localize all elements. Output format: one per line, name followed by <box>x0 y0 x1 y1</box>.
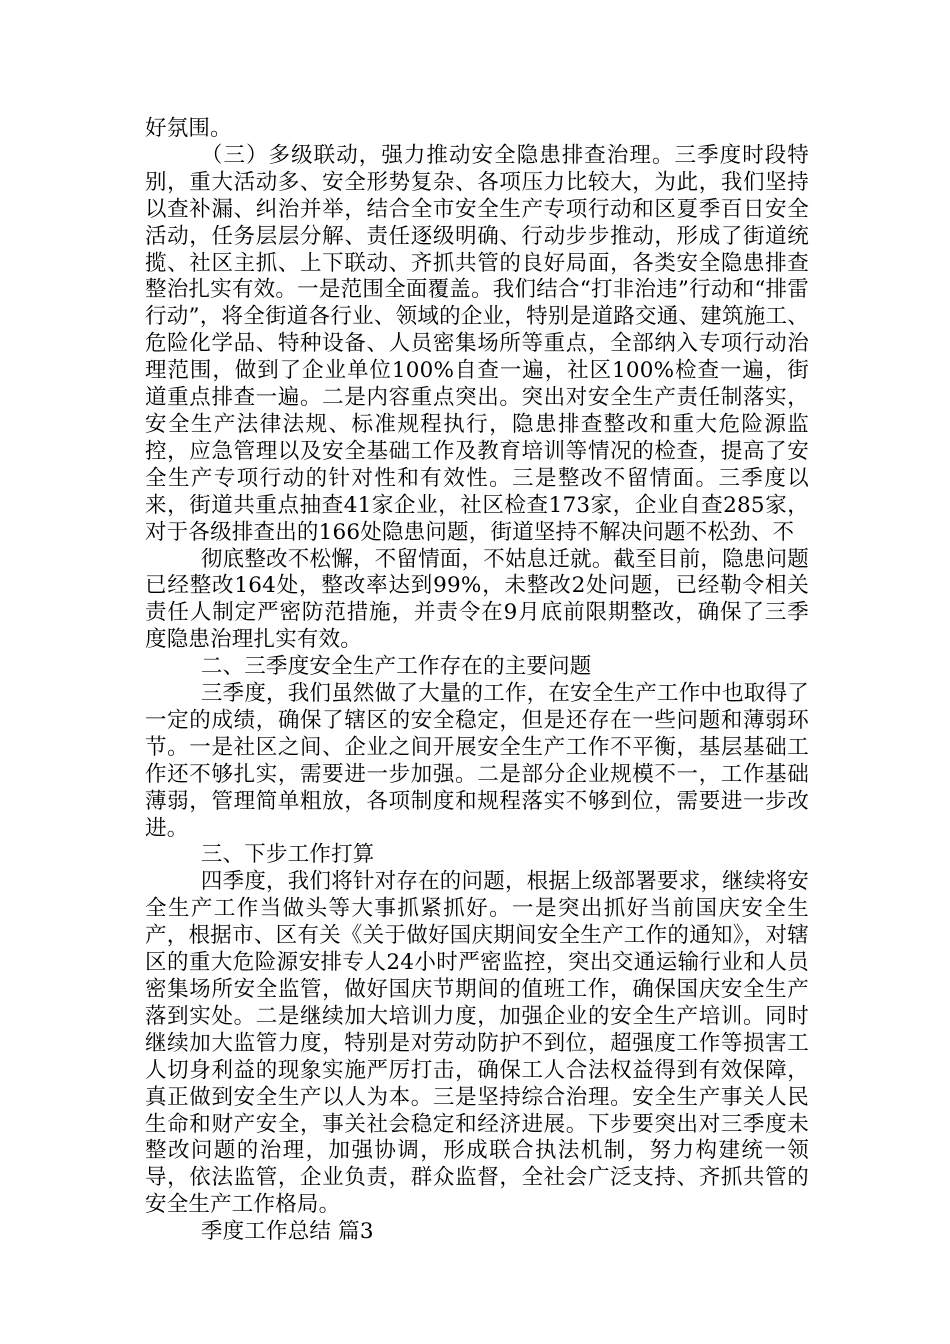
paragraph-problems: 三季度，我们虽然做了大量的工作，在安全生产工作中也取得了一定的成绩，确保了辖区的安全稳定，但是还存在一些问题和薄弱环节。一是社区之间、企业之间开展安全生产工作不平衡，基层基础工作还不够扎实，需要进一步加强。二是部分企业规模不一，工作基础薄弱，管理简单粗放，各项制度和规程落实不够到位，需要进一步改进。 <box>145 681 809 841</box>
paragraph-section-three-linkage: （三）多级联动，强力推动安全隐患排查治理。三季度时段特别，重大活动多、安全形势复杂、各项压力比较大，为此，我们坚持以查补漏、纠治并举，结合全市安全生产专项行动和区夏季百日安全活动，任务层层分解、责任逐级明确、行动步步推动，形成了街道统揽、社区主抓、上下联动、齐抓共管的良好局面，各类安全隐患排查整治扎实有效。一是范围全面覆盖。我们结合“打非治违”行动和“排雷行动”，将全街道各行业、领域的企业，特别是道路交通、建筑施工、危险化学品、特种设备、人员密集场所等重点，全部纳入专项行动治理范围，做到了企业单位100%自查一遍，社区100%检查一遍，街道重点排查一遍。二是内容重点突出。突出对安全生产责任制落实，安全生产法律法规、标准规程执行，隐患排查整改和重大危险源监控，应急管理以及安全基础工作及教育培训等情况的检查，提高了安全生产专项行动的针对性和有效性。三是整改不留情面。三季度以来，街道共重点抽查41家企业，社区检查173家，企业自查285家，对于各级排查出的166处隐患问题，街道坚持不解决问题不松劲、不 <box>145 142 809 545</box>
heading-main-problems: 二、三季度安全生产工作存在的主要问题 <box>200 654 592 680</box>
heading-summary-part-3: 季度工作总结 篇3 <box>200 1219 374 1245</box>
document-body <box>145 116 809 1246</box>
heading-next-steps: 三、下步工作打算 <box>200 842 375 868</box>
paragraph-rectification-results: 彻底整改不松懈，不留情面，不姑息迁就。截至目前，隐患问题已经整改164处，整改率达到99%，未整改2处问题，已经勒令相关责任人制定严密防范措施，并责令在9月底前限期整改，确保了三季度隐患治理扎实有效。 <box>145 546 809 653</box>
paragraph-next-steps: 四季度，我们将针对存在的问题，根据上级部署要求，继续将安全生产工作当做头等大事抓紧抓好。一是突出抓好当前国庆安全生产，根据市、区有关《关于做好国庆期间安全生产工作的通知》，对辖区的重大危险源安排专人24小时严密监控，突出交通运输行业和人员密集场所安全监管，做好国庆节期间的值班工作，确保国庆安全生产落到实处。二是继续加大培训力度，加强企业的安全生产培训。同时继续加大监管力度，特别是对劳动防护不到位，超强度工作等损害工人切身利益的现象实施严厉打击，确保工人合法权益得到有效保障，真正做到安全生产以人为本。三是坚持综合治理。安全生产事关人民生命和财产安全，事关社会稳定和经济进展。下步要突出对三季度未整改问题的治理，加强协调，形成联合执法机制，努力构建统一领导，依法监管，企业负责，群众监督，全社会广泛支持、齐抓共管的安全生产工作格局。 <box>145 869 809 1218</box>
paragraph-continuation: 好氛围。 <box>145 116 232 141</box>
